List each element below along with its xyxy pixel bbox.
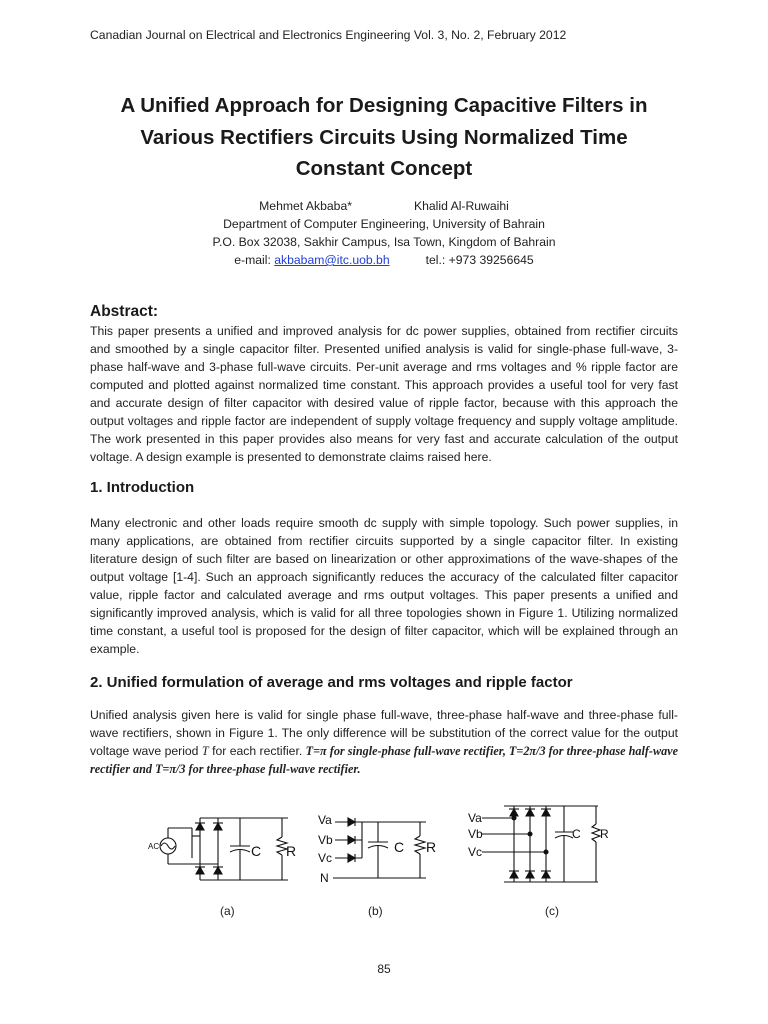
junction-dot [544, 850, 548, 854]
circuit-b-n-label: N [320, 871, 329, 885]
paper-title [60, 90, 708, 185]
author-1: Mehmet Akbaba* [259, 199, 352, 213]
circuit-c-vc-label: Vc [468, 845, 483, 859]
email-link[interactable]: akbabam@itc.uob.bh [274, 253, 390, 267]
diode-icon [348, 854, 355, 862]
caption-a: (a) [220, 904, 235, 918]
circuit-c-vb-label: Vb [468, 827, 483, 841]
affiliation: Department of Computer Engineering, University of Bahrain [223, 217, 545, 231]
diode-icon [214, 823, 222, 830]
circuit-a-single-phase-bridge [148, 818, 296, 880]
diode-icon [510, 871, 518, 878]
author-block [0, 197, 768, 269]
circuit-c-resistor-label: R [600, 827, 609, 841]
circuit-b-vc-label: Vc [318, 851, 333, 865]
telephone: tel.: +973 39256645 [425, 253, 534, 267]
circuit-c-three-phase-bridge [468, 806, 609, 882]
diode-icon [196, 867, 204, 874]
circuit-b-capacitor-label: C [394, 839, 405, 855]
abstract-text: This paper presents a unified and improved analysis for dc power supplies, obtained from rectifier circuits and smoothed by a single capacitor filter. Presented unified analysis is valid for single-phase full-wave, 3-phase half-wave and 3-phase full-wave circuits. Per-unit average and rms voltages and % ripple factor are computed and plotted against normalized time constant. This approach provides a useful tool for very fast and accurate design of filter capacitor with desired value of ripple factor, because with this approach the output voltages and ripple factor are independent of supply voltage frequency and supply voltage amplitude. The work presented in this paper provides also means for very fast and accurate calculation of the output voltage. A design example is presented to demonstrate claims raised here. [90, 324, 678, 464]
section-2-text-a: Unified analysis given here is valid for single phase full-wave, three-phase half-wave and three-phase full-wave rectifiers, shown in Figure 1. The only difference will be substitution of the correct value for the output voltage wave period [90, 708, 678, 758]
address: P.O. Box 32038, Sakhir Campus, Isa Town, Kingdom of Bahrain [212, 235, 556, 249]
diode-icon [214, 867, 222, 874]
title-line-2: Various Rectifiers Circuits Using Normalized Time [140, 125, 628, 149]
diode-icon [542, 809, 550, 816]
author-2: Khalid Al-Ruwaihi [413, 199, 509, 213]
diode-icon [196, 823, 204, 830]
circuit-a-resistor-label: R [286, 843, 297, 859]
circuit-b-resistor-label: R [426, 839, 437, 855]
junction-dot [528, 832, 532, 836]
diode-icon [348, 836, 355, 844]
diode-icon [510, 809, 518, 816]
section-2-period-values: T=π for single-phase full-wave rectifier, T=2π/3 for three-phase half-wave rectifier and T=π/3 for three-phase full-wave rectifier. [90, 744, 678, 776]
diode-icon [526, 871, 534, 878]
circuit-b-vb-label: Vb [318, 833, 333, 847]
email-label: e-mail: [234, 253, 275, 267]
section-1-heading: 1. Introduction [90, 479, 195, 496]
page-number: 85 [377, 962, 391, 976]
period-symbol: T [201, 744, 209, 758]
junction-dot [512, 816, 516, 820]
diode-icon [348, 818, 355, 826]
author-names [0, 197, 768, 215]
circuit-a-capacitor-label: C [251, 843, 262, 859]
sine-wave-icon [161, 843, 175, 849]
circuit-c-capacitor-label: C [572, 827, 581, 841]
diode-icon [542, 871, 550, 878]
section-2-text [90, 706, 678, 778]
figure-1-circuits [130, 788, 630, 888]
abstract-heading: Abstract: [90, 303, 159, 320]
title-line-3: Constant Concept [295, 157, 473, 180]
section-2-text-b: for each rectifier. [208, 744, 306, 758]
section-2-heading: 2. Unified formulation of average and rms voltages and ripple factor [90, 674, 573, 691]
diode-icon [526, 809, 534, 816]
resistor-icon [415, 836, 425, 854]
caption-b: (b) [368, 904, 383, 918]
circuit-c-va-label: Va [468, 811, 482, 825]
circuit-b-three-phase-half-wave [318, 813, 436, 885]
running-head: Canadian Journal on Electrical and Electronics Engineering Vol. 3, No. 2, February 2012 [90, 28, 567, 42]
circuit-a-ac-label: AC [148, 842, 160, 851]
caption-c: (c) [545, 904, 559, 918]
circuit-b-va-label: Va [318, 813, 332, 827]
contact-line [0, 251, 768, 269]
title-line-1: A Unified Approach for Designing Capacitive Filters in [120, 94, 648, 117]
section-1-text: Many electronic and other loads require smooth dc supply with simple topology. Such power supplies, in many applications, are obtained from rectifier circuits supported by a single capacitor filter. In existing literature design of such filter are based on linearization or other approximations of the wave-shapes of the output voltage [1-4]. Such an approach significantly reduces the accuracy of the calculated filter capacitor value, ripple factor and calculated average and rms output voltages. This paper presents a unified and significantly improved analysis, which is valid for all three topologies shown in Figure 1. Utilizing normalized time constant, a useful tool is proposed for the design of filter capacitor, which will be explained through an example. [90, 516, 678, 656]
resistor-icon [592, 824, 600, 842]
